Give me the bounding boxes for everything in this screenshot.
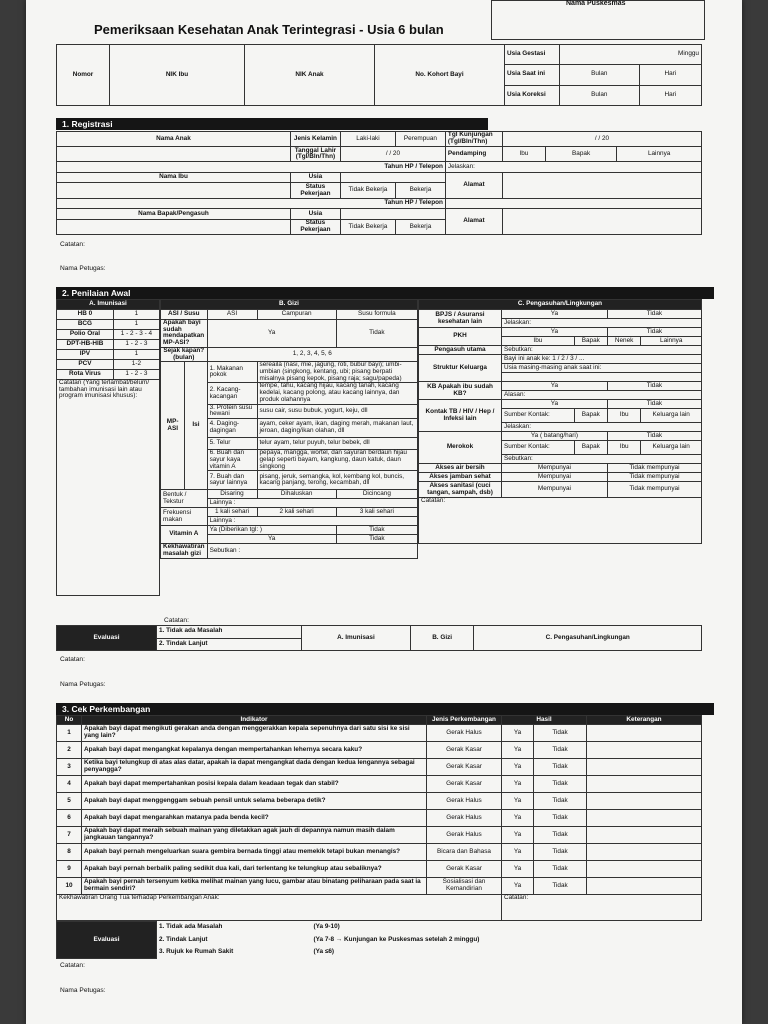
eval-imunisasi[interactable]: A. Imunisasi — [302, 626, 411, 651]
usia-saat-ini-label: Usia Saat ini — [505, 65, 560, 86]
dev-tidak[interactable]: Tidak — [534, 878, 587, 895]
bapak-bekerja[interactable]: Bekerja — [395, 219, 445, 234]
penilaian-heading: 2. Penilaian Awal — [56, 287, 714, 299]
imunisasi-dose[interactable]: 1 — [113, 310, 159, 320]
food-desc[interactable]: susu cair, susu bubuk, yogurt, keju, dll — [257, 404, 418, 418]
dev-ya[interactable]: Ya — [502, 725, 534, 742]
dev-indikator: Apakah bayi pernah berbalik paling sedikit dua kali, dari terlentang ke telungkup atau sebaliknya? — [82, 861, 427, 878]
gizi-catatan[interactable]: Catatan: — [164, 617, 189, 624]
usia-masing[interactable]: Usia masing-masing anak saat ini: — [502, 364, 702, 373]
kb-ya[interactable]: Ya — [502, 382, 608, 391]
imunisasi-dose[interactable]: 1 - 2 - 3 - 4 — [113, 330, 159, 340]
disaring-option[interactable]: Disaring — [207, 490, 257, 499]
dev-no: 1 — [57, 725, 82, 742]
tgl-kunjungan-label: Tgl Kunjungan (Tgl/Bln/Thn) — [445, 132, 502, 147]
dev-indikator: Apakah bayi dapat meraih sebuah mainan yang diletakkan agak jauh di depannya namun masih dalam jangkauan tangannya? — [82, 827, 427, 844]
kb-alasan[interactable]: Alasan: — [502, 391, 702, 400]
food-group: 1. Makanan pokok — [207, 362, 257, 383]
imunisasi-name: PCV — [57, 360, 114, 370]
dev-ya[interactable]: Ya — [502, 861, 534, 878]
frekuensi-lainnya[interactable]: Lainnya : — [207, 517, 417, 526]
mpasi-ya[interactable]: Ya — [207, 320, 336, 348]
pendamping-lainnya[interactable]: Lainnya — [617, 147, 702, 162]
dev-row — [57, 861, 702, 878]
dev-jenis: Gerak Halus — [427, 793, 502, 810]
pengasuh-ibu[interactable]: Ibu — [502, 337, 575, 346]
jamban-label: Akses jamban sehat — [419, 473, 502, 482]
dev-tidak[interactable]: Tidak — [534, 759, 587, 776]
dev-row — [57, 793, 702, 810]
imunisasi-dose[interactable]: 1 - 2 - 3 — [113, 370, 159, 380]
bpjs-jelaskan[interactable]: Jelaskan: — [502, 319, 702, 328]
kb-text: KB — [427, 382, 437, 390]
frek-1[interactable]: 1 kali sehari — [207, 508, 257, 517]
bayi-anak-ke[interactable]: Bayi ini anak ke: 1 / 2 / 3 / ... — [502, 355, 702, 364]
hari-label[interactable]: Hari — [639, 65, 701, 86]
vitamin-a-ya-tgl[interactable]: Ya (Diberikan tgl: ) — [207, 526, 336, 535]
registrasi-petugas[interactable]: Nama Petugas: — [60, 265, 106, 272]
dev-no: 3 — [57, 759, 82, 776]
imunisasi-name: IPV — [57, 350, 114, 360]
dev-keterangan[interactable] — [587, 810, 702, 827]
pengasuh-nenek[interactable]: Nenek — [607, 337, 641, 346]
kekhawatiran-sebutkan[interactable]: Sebutkan : — [207, 544, 417, 558]
dev-jenis: Gerak Kasar — [427, 759, 502, 776]
dev-row — [57, 810, 702, 827]
imunisasi-dose[interactable]: 1 — [113, 350, 159, 360]
dev-row — [57, 844, 702, 861]
asi-option[interactable]: ASI — [207, 310, 257, 320]
dev-ya[interactable]: Ya — [502, 810, 534, 827]
usia-koreksi-label: Usia Koreksi — [505, 85, 560, 106]
perkembangan-petugas[interactable]: Nama Petugas: — [60, 987, 106, 994]
dev-row — [57, 725, 702, 742]
food-desc[interactable]: pepaya, mangga, wortel, dan sayuran berdaun hijau gelap seperti bayam, kangkung, daun katuk, daun singkong — [257, 450, 418, 471]
dev-tidak[interactable]: Tidak — [534, 725, 587, 742]
vitamin-a-label: Vitamin A — [161, 526, 208, 544]
susu-formula-option[interactable]: Susu formula — [336, 310, 417, 320]
imunisasi-row — [57, 340, 160, 350]
dev-tidak[interactable]: Tidak — [534, 810, 587, 827]
dev-tidak[interactable]: Tidak — [534, 793, 587, 810]
perkembangan-catatan-2[interactable]: Catatan: — [60, 962, 85, 969]
food-group: 3. Protein susu hewani — [207, 404, 257, 418]
food-desc[interactable]: sereaila (nasi, mie, jagung, roti, bubur bayi); umbi-umbian (singkong, kentang, ubi; pisang berpati misalnya pisang kepok, pisang raja; sagu/papeda) — [257, 362, 418, 383]
dev-tidak[interactable]: Tidak — [534, 776, 587, 793]
registrasi-catatan[interactable]: Catatan: — [60, 241, 85, 248]
dev-jenis: Bicara dan Bahasa — [427, 844, 502, 861]
ibu-tidak-bekerja[interactable]: Tidak Bekerja — [340, 183, 395, 198]
tanggal-lahir-label: Tanggal Lahir (Tgl/Bln/Thn) — [290, 147, 340, 162]
imunisasi-note[interactable]: Catatan (Yang terlambat/belum/ tambahan imunisasi lain atau program imunisasi khusus): — [57, 380, 160, 596]
col-no: No — [57, 716, 82, 725]
form-page — [26, 0, 742, 1024]
struktur-label: Struktur Keluarga — [419, 355, 502, 382]
dev-indikator: Apakah bayi pernah tersenyum ketika melihat mainan yang lucu, gambar atau binatang peliharaan pada saat ia bermain sendiri? — [82, 878, 427, 895]
dev-jenis: Gerak Halus — [427, 810, 502, 827]
dev-jenis: Gerak Kasar — [427, 861, 502, 878]
laki-option[interactable]: Laki-laki — [340, 132, 395, 147]
food-group: 4. Daging-dagingan — [207, 419, 257, 438]
dev-tidak[interactable]: Tidak — [534, 742, 587, 759]
pkh-label: PKH — [419, 328, 502, 346]
dev-jenis: Gerak Kasar — [427, 776, 502, 793]
dev-jenis: Sosialisasi dan Kemandirian — [427, 878, 502, 895]
status-pekerjaan-ibu-label: Status Pekerjaan — [290, 183, 340, 198]
imunisasi-dose[interactable]: 1 - 2 - 3 — [113, 340, 159, 350]
imunisasi-name: HB 0 — [57, 310, 114, 320]
evaluasi-label-2: Evaluasi — [57, 922, 157, 959]
jamban-tidak-mempunyai[interactable]: Tidak mempunyai — [607, 473, 701, 482]
dev-tidak[interactable]: Tidak — [534, 844, 587, 861]
alamat-ibu-label: Alamat — [445, 172, 502, 198]
nama-bapak-field[interactable] — [57, 219, 291, 234]
frek-3[interactable]: 3 kali sehari — [336, 508, 417, 517]
dev-ya[interactable]: Ya — [502, 878, 534, 895]
nik-ibu-label: NIK Ibu — [110, 45, 245, 106]
usia-ibu-field[interactable] — [340, 172, 445, 183]
kontak-bapak[interactable]: Bapak — [574, 409, 607, 423]
pengasuh-utama-label: Pengasuh utama — [419, 346, 502, 355]
dev-e3[interactable]: 3. Rujuk ke Rumah Sakit — [159, 947, 234, 955]
isi-label: Isi — [185, 362, 207, 490]
dev-keterangan[interactable] — [587, 861, 702, 878]
dev-row — [57, 776, 702, 793]
pengasuh-lainnya[interactable]: Lainnya — [641, 337, 702, 346]
kb-tidak[interactable]: Tidak — [607, 382, 701, 391]
gizi-kekhawatiran-tidak[interactable]: Tidak — [336, 535, 417, 544]
bulan-label[interactable]: Bulan — [560, 65, 640, 86]
dev-tidak[interactable]: Tidak — [534, 827, 587, 844]
dev-e2[interactable]: 2. Tindak Lanjut — [159, 935, 208, 943]
kontak-ibu[interactable]: Ibu — [607, 409, 641, 423]
dev-indikator: Apakah bayi dapat mengangkat kepalanya dengan mempertahankan lehernya secara kaku? — [82, 742, 427, 759]
apakah-kb-text: Apakah ibu sudah KB? — [437, 382, 493, 397]
kekhawatiran-ortu[interactable]: Kekhawatiran Orang Tua terhadap Perkembangan Anak: — [57, 895, 502, 921]
penilaian-petugas[interactable]: Nama Petugas: — [60, 681, 106, 688]
dev-r3: (Ya ≤6) — [313, 947, 335, 955]
registrasi-heading: 1. Registrasi — [56, 118, 488, 130]
evaluasi-penilaian — [56, 625, 702, 651]
imunisasi-row — [57, 350, 160, 360]
alamat-bapak-label: Alamat — [445, 209, 502, 235]
pengasuhan-header: C. Pengasuhan/Lingkungan — [419, 300, 702, 310]
pendamping-bapak[interactable]: Bapak — [545, 147, 616, 162]
alamat-bapak-field[interactable] — [502, 209, 701, 235]
tgl-kunjungan-value[interactable]: / / 20 — [502, 132, 701, 147]
dev-ya[interactable]: Ya — [502, 742, 534, 759]
usia-bapak-field[interactable] — [340, 209, 445, 220]
alamat-ibu-field[interactable] — [502, 172, 701, 198]
gizi-header: B. Gizi — [161, 300, 418, 310]
gizi-kekhawatiran-ya[interactable]: Ya — [207, 535, 336, 544]
mpasi-label: MP-ASI — [161, 362, 185, 490]
air-mempunyai[interactable]: Mempunyai — [502, 464, 608, 473]
kohort-label: No. Kohort Bayi — [375, 45, 505, 106]
dev-keterangan[interactable] — [587, 844, 702, 861]
pkh-ya[interactable]: Ya — [502, 328, 608, 337]
nomor-label: Nomor — [57, 45, 110, 106]
pengasuh-bapak[interactable]: Bapak — [574, 337, 607, 346]
dicincang-option[interactable]: Dicincang — [336, 490, 417, 499]
evaluasi-label: Evaluasi — [57, 626, 157, 651]
food-group: 2. Kacang-kacangan — [207, 383, 257, 404]
merokok-ibu[interactable]: Ibu — [607, 441, 641, 455]
dev-ya[interactable]: Ya — [502, 776, 534, 793]
status-pekerjaan-bapak-label: Status Pekerjaan — [290, 219, 340, 234]
kontak-tb-label: Kontak TB / HIV / Hep / Infeksi lain — [419, 400, 502, 432]
merokok-keluarga-lain[interactable]: Keluarga lain — [641, 441, 702, 455]
dev-indikator: Apakah bayi dapat mengikuti gerakan anda dengan menggerakkan kepala sepenuhnya dari satu sisi ke sisi yang lain? — [82, 725, 427, 742]
campuran-option[interactable]: Campuran — [257, 310, 336, 320]
dev-indikator: Ketika bayi telungkup di atas alas datar, apakah ia dapat mengangkat dada dengan kedua lengannya sebagai penyangga? — [82, 759, 427, 776]
dev-no: 5 — [57, 793, 82, 810]
pendamping-label: Pendamping — [445, 147, 502, 162]
dev-e1[interactable]: 1. Tidak ada Masalah — [159, 923, 223, 931]
hari-label-2[interactable]: Hari — [639, 85, 701, 106]
kontak-ya[interactable]: Ya — [502, 400, 608, 409]
dev-keterangan[interactable] — [587, 759, 702, 776]
bpjs-ya[interactable]: Ya — [502, 310, 608, 319]
dev-keterangan[interactable] — [587, 878, 702, 895]
kontak-jelaskan[interactable]: Jelaskan: — [502, 423, 702, 432]
dev-row — [57, 742, 702, 759]
dihaluskan-option[interactable]: Dihaluskan — [257, 490, 336, 499]
merokok-bapak[interactable]: Bapak — [574, 441, 607, 455]
pengasuhan-table — [418, 299, 702, 544]
gizi-table — [160, 299, 418, 559]
dev-ya[interactable]: Ya — [502, 759, 534, 776]
tahun-hp-label-2: Tahun HP / Telepon — [57, 198, 446, 209]
food-row — [161, 362, 418, 383]
bentuk-lainnya[interactable]: Lainnya : — [207, 499, 417, 508]
dev-keterangan[interactable] — [587, 776, 702, 793]
pengasuhan-catatan[interactable]: Catatan: — [419, 498, 702, 544]
kb-label — [419, 382, 502, 400]
dev-keterangan[interactable] — [587, 793, 702, 810]
merokok-sebutkan[interactable]: Sebutkan: — [502, 455, 702, 464]
col-indikator: Indikator — [82, 716, 427, 725]
apakah-mpasi-label: Apakah bayi sudah mendapatkan MP-ASI? — [161, 320, 208, 348]
form-title: Pemeriksaan Kesehatan Anak Terintegrasi - Usia 6 bulan — [94, 22, 444, 37]
bulan-label-2[interactable]: Bulan — [560, 85, 640, 106]
dev-no: 10 — [57, 878, 82, 895]
bapak-tidak-bekerja[interactable]: Tidak Bekerja — [340, 219, 395, 234]
imunisasi-table — [56, 299, 160, 596]
sanitasi-mempunyai[interactable]: Mempunyai — [502, 482, 608, 498]
dev-keterangan[interactable] — [587, 742, 702, 759]
imunisasi-row — [57, 320, 160, 330]
dev-ya[interactable]: Ya — [502, 844, 534, 861]
nik-anak-label: NIK Anak — [245, 45, 375, 106]
merokok-sumber: Sumber Kontak: — [502, 441, 575, 455]
merokok-tidak[interactable]: Tidak — [607, 432, 701, 441]
eval-tidak-masalah[interactable]: 1. Tidak ada Masalah — [157, 626, 302, 639]
dev-row — [57, 759, 702, 776]
bentuk-label: Bentuk / Tekstur — [161, 490, 208, 508]
dev-indikator: Apakah bayi dapat mengarahkan matanya pada benda kecil? — [82, 810, 427, 827]
imunisasi-dose[interactable]: 1 — [113, 320, 159, 330]
struktur-extra[interactable] — [502, 373, 702, 382]
jamban-mempunyai[interactable]: Mempunyai — [502, 473, 608, 482]
food-desc[interactable]: pisang, jeruk, semangka, kol, kembang kol, buncis, kacang panjang, terong, kecambah, dll — [257, 471, 418, 490]
tahun-hp-label: Tahun HP / Telepon — [57, 162, 446, 173]
sejak-kapan-value[interactable]: 1, 2, 3, 4, 5, 6 — [207, 347, 417, 361]
pendamping-ibu[interactable]: Ibu — [502, 147, 545, 162]
dev-no: 7 — [57, 827, 82, 844]
kontak-tidak[interactable]: Tidak — [607, 400, 701, 409]
dev-tidak[interactable]: Tidak — [534, 861, 587, 878]
pengasuh-sebutkan[interactable]: Sebutkan: — [502, 346, 702, 355]
dev-jenis: Gerak Kasar — [427, 742, 502, 759]
dev-row — [57, 878, 702, 895]
usia-ibu-label: Usia — [290, 172, 340, 183]
dev-keterangan[interactable] — [587, 827, 702, 844]
dev-r1: (Ya 9-10) — [313, 923, 340, 931]
id-table — [56, 44, 702, 106]
imunisasi-row — [57, 360, 160, 370]
puskesmas-label: Nama Puskesmas — [566, 0, 626, 7]
dev-indikator: Apakah bayi dapat mempertahankan posisi kepala dalam keadaan tegak dan stabil? — [82, 776, 427, 793]
dev-r2: (Ya 7-8 → Kunjungan ke Puskesmas setelah 2 minggu) — [313, 935, 480, 943]
dev-no: 2 — [57, 742, 82, 759]
imunisasi-row — [57, 330, 160, 340]
col-jenis: Jenis Perkembangan — [427, 716, 502, 725]
merokok-label: Merokok — [419, 432, 502, 464]
nama-ibu-label: Nama Ibu — [57, 172, 291, 183]
merokok-ya[interactable]: Ya ( batang/hari) — [502, 432, 608, 441]
dev-no: 4 — [57, 776, 82, 793]
usia-bapak-label: Usia — [290, 209, 340, 220]
food-desc[interactable]: telur ayam, telur puyuh, telur bebek, dll — [257, 438, 418, 450]
air-tidak-mempunyai[interactable]: Tidak mempunyai — [607, 464, 701, 473]
frekuensi-label: Frekuensi makan — [161, 508, 208, 526]
imunisasi-row — [57, 310, 160, 320]
nama-bapak-label: Nama Bapak/Pengasuh — [57, 209, 291, 220]
dev-no: 8 — [57, 844, 82, 861]
imunisasi-dose[interactable]: 1-2 — [113, 360, 159, 370]
imunisasi-name: Polio Oral — [57, 330, 114, 340]
eval-gizi[interactable]: B. Gizi — [410, 626, 474, 651]
imunisasi-name: BCG — [57, 320, 114, 330]
bpjs-label: BPJS / Asuransi kesehatan lain — [419, 310, 502, 328]
perkembangan-table — [56, 715, 702, 921]
registrasi-table — [56, 131, 702, 235]
imunisasi-name: DPT-HB-HIB — [57, 340, 114, 350]
dev-jenis: Gerak Halus — [427, 827, 502, 844]
dev-ya[interactable]: Ya — [502, 827, 534, 844]
dev-indikator: Apakah bayi pernah mengeluarkan suara gembira bernada tinggi atau memekik tetapi bukan menangis? — [82, 844, 427, 861]
perempuan-option[interactable]: Perempuan — [395, 132, 445, 147]
bpjs-tidak[interactable]: Tidak — [607, 310, 701, 319]
perkembangan-catatan[interactable]: Catatan: — [502, 895, 702, 921]
pkh-tidak[interactable]: Tidak — [607, 328, 701, 337]
eval-tindak-lanjut[interactable]: 2. Tindak Lanjut — [157, 638, 302, 651]
asi-susu-label: ASI / Susu — [161, 310, 208, 320]
sanitasi-tidak-mempunyai[interactable]: Tidak mempunyai — [607, 482, 701, 498]
nama-anak-label: Nama Anak — [57, 132, 291, 147]
vitamin-a-tidak[interactable]: Tidak — [336, 526, 417, 535]
imunisasi-name: Rota Virus — [57, 370, 114, 380]
tanggal-lahir-value[interactable]: / / 20 — [340, 147, 445, 162]
dev-indikator: Apakah bayi dapat menggenggam sebuah pensil untuk selama beberapa detik? — [82, 793, 427, 810]
dev-jenis: Gerak Halus — [427, 725, 502, 742]
usia-gestasi-label: Usia Gestasi — [505, 45, 560, 65]
frek-2[interactable]: 2 kali sehari — [257, 508, 336, 517]
sejak-kapan-label: Sejak kapan? (bulan) — [161, 347, 208, 361]
imunisasi-header: A. Imunisasi — [57, 300, 160, 310]
dev-no: 6 — [57, 810, 82, 827]
col-keterangan: Keterangan — [587, 716, 702, 725]
air-bersih-label: Akses air bersih — [419, 464, 502, 473]
jenis-kelamin-label: Jenis Kelamin — [290, 132, 340, 147]
food-group: 5. Telur — [207, 438, 257, 450]
dev-keterangan[interactable] — [587, 725, 702, 742]
mpasi-tidak[interactable]: Tidak — [336, 320, 417, 348]
kontak-sumber: Sumber Kontak: — [502, 409, 575, 423]
dev-row — [57, 827, 702, 844]
hp-ibu-field[interactable] — [445, 198, 701, 209]
nama-anak-field[interactable] — [57, 147, 291, 162]
food-group: 7. Buah dan sayur lainnya — [207, 471, 257, 490]
penilaian-catatan[interactable]: Catatan: — [60, 656, 85, 663]
sanitasi-label: Akses sanitasi (cuci tangan, sampah, dsb) — [419, 482, 502, 498]
pendamping-jelaskan[interactable]: Jelaskan: — [445, 162, 701, 173]
food-desc[interactable]: tempe, tahu, kacang hijau, kacang tanah, kacang kedelai, kacang polong, atau kacang lainnya, dan produk olahannya — [257, 383, 418, 404]
eval-pengasuhan[interactable]: C. Pengasuhan/Lingkungan — [474, 626, 702, 651]
ibu-bekerja[interactable]: Bekerja — [395, 183, 445, 198]
food-group: 6. Buah dan sayur kaya vitamin A — [207, 450, 257, 471]
kontak-keluarga-lain[interactable]: Keluarga lain — [641, 409, 702, 423]
perkembangan-heading: 3. Cek Perkembangan — [56, 703, 714, 715]
kekhawatiran-gizi-label: Kekhawatiran masalah gizi — [161, 544, 208, 558]
imunisasi-row — [57, 370, 160, 380]
dev-ya[interactable]: Ya — [502, 793, 534, 810]
minggu-label[interactable]: Minggu — [560, 45, 702, 65]
dev-no: 9 — [57, 861, 82, 878]
evaluasi-perkembangan — [56, 921, 702, 959]
food-desc[interactable]: ayam, ceker ayam, ikan, daging merah, makanan laut, jeroan, daging/ikan olahan, dll — [257, 419, 418, 438]
nama-ibu-field[interactable] — [57, 183, 291, 198]
col-hasil: Hasil — [502, 716, 587, 725]
